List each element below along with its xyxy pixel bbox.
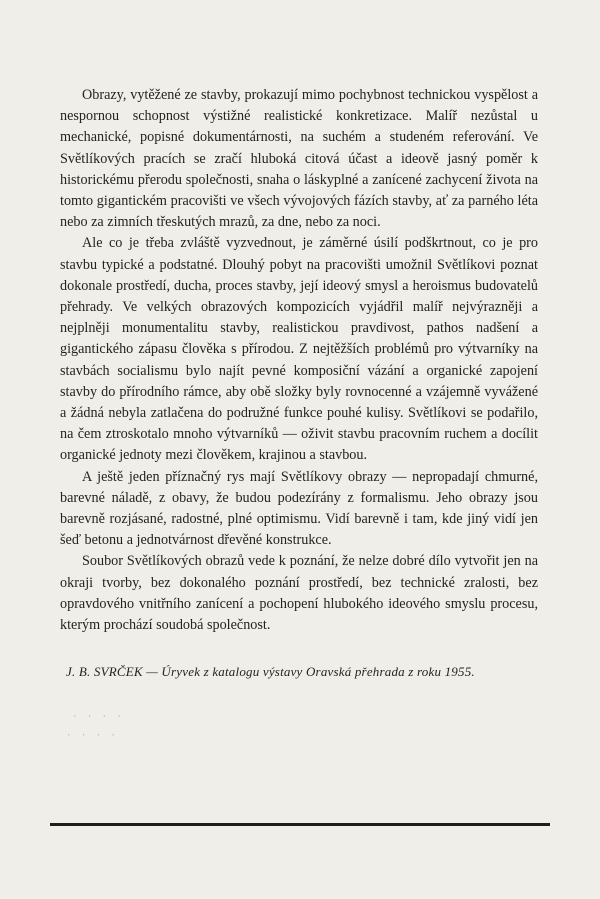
paragraph-3: A ještě jeden příznačný rys mají Světlíkovy obrazy — nepropadají chmurné, barevné náladě, z obavy, že budou podezírány z formalismu. Jeho obrazy jsou barevně rozjásané, radostné, plné optimismu. Vidí barevně i tam, kde jiný vidí jen šeď betonu a jednotvárnost dřevěné konstrukce. xyxy=(60,468,538,549)
bottom-rule xyxy=(50,823,550,826)
paragraph-4: Soubor Světlíkových obrazů vede k poznání, že nelze dobré dílo vytvořit jen na okraji tvorby, bez dokonalého poznání prostředí, bez technické zralosti, bez opravdového vnitřního zanícení a pochopení hlubokého ideového smyslu procesu, kterým prochází soudobá společnost. xyxy=(60,553,538,634)
paragraph-1: Obrazy, vytěžené ze stavby, prokazují mimo pochybnost technickou vyspělost a nespornou schopnost výstižné realistické konkretizace. Malíř nezůstal u mechanické, popisné dokumentárnosti, na suchém a studeném referování. Ve Světlíkových pracích se zračí hluboká citová účast a ideově jasný poměr k historickému přerodu společnosti, snaha o láskyplné a zanícené zachycení života na tomto gigantickém pracovišti ve všech vývojových fázích stavby, ať za parného léta nebo za zimních třeskutých mrazů, za dne, nebo za noci. xyxy=(60,87,538,231)
body-text xyxy=(60,85,538,636)
paragraph-2: Ale co je třeba zvláště vyzvednout, je záměrné úsilí podškrtnout, co je pro stavbu typické a podstatné. Dlouhý pobyt na pracovišti umožnil Světlíkovi poznat dokonale prostředí, ducha, proces stavby, její ideový smysl a heroismus budovatelů přehrady. Ve velkých obrazových kompozicích vyjádřil malíř nejvýrazněji a nejplněji monumentalitu stavby, realistickou pravdivost, pathos nadšení a gigantického zápasu člověka s přírodou. Z nejtěžších problémů pro výtvarníky na stavbách socialismu bylo najít pevné komposiční vázání a organické zapojení stavby do přírodního rámce, aby obě složky byly rovnocenné a vzájemně vyvážené a žádná nebyla zatlačena do podružné funkce pouhé kulisy. Světlíkovi se podařilo, na čem ztroskotalo mnoho výtvarníků — oživit stavbu pracovním ruchem a docílit organické jednoty mezi člověkem, krajinou a stavbou. xyxy=(60,235,538,464)
attribution-line: J. B. SVRČEK — Úryvek z katalogu výstavy Oravská přehrada z roku 1955. xyxy=(66,664,475,679)
faint-stamp-mark-2: · · · · xyxy=(66,731,118,741)
faint-stamp-mark-1: · · · · xyxy=(72,712,124,722)
